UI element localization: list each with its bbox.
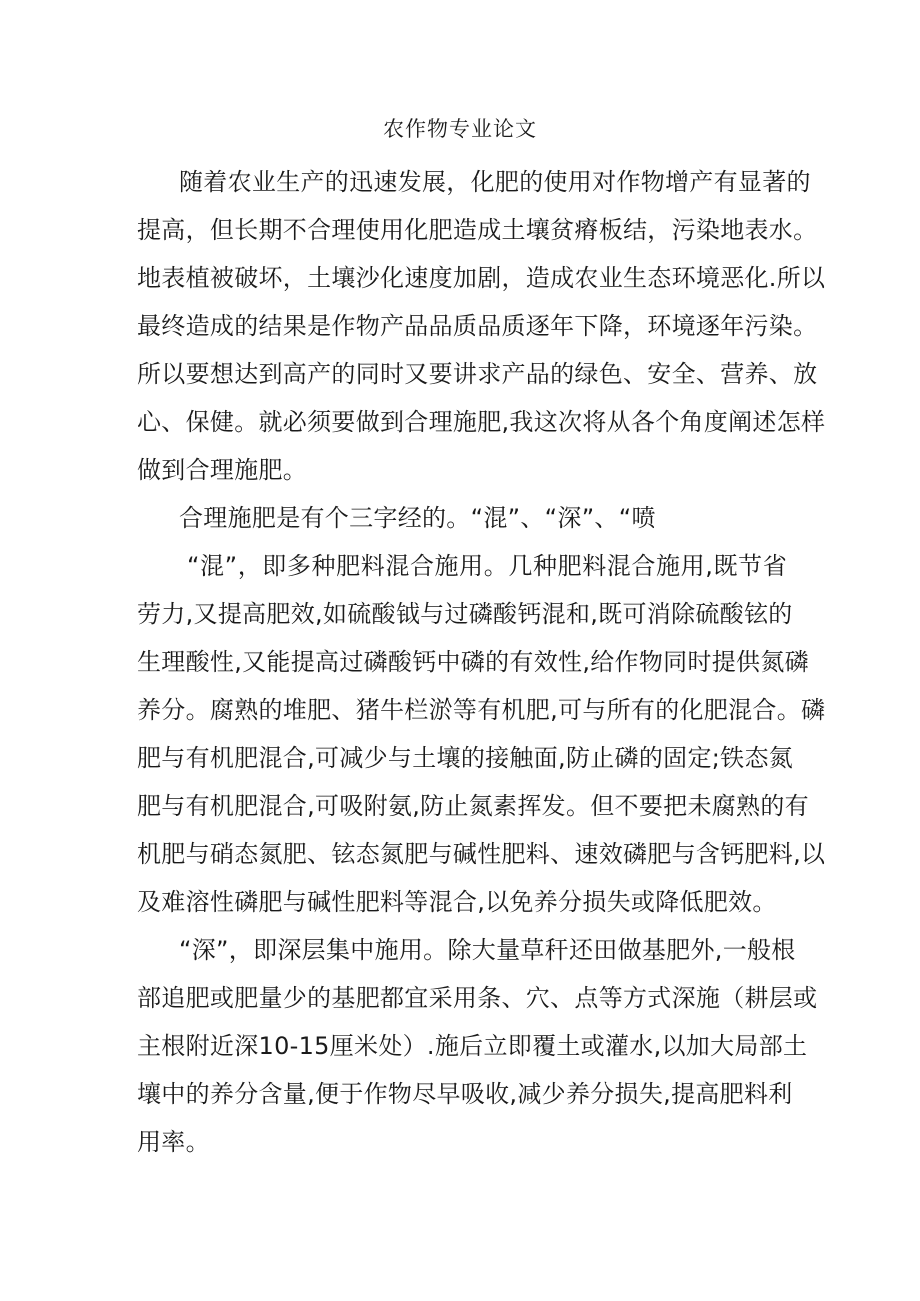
paragraph-line: 所以要想达到高产的同时又要讲求产品的绿色、安全、营养、放 [137,360,818,388]
paragraph-line: 地表植被破坏，土壤沙化速度加剧，造成农业生态环境恶化.所以 [137,264,826,292]
paragraph-line: 壤中的养分含量,便于作物尽早吸收,减少养分损失,提高肥料利 [137,1080,793,1108]
paragraph-line: 心、保健。就必须要做到合理施肥,我这次将从各个角度阐述怎样 [137,408,826,436]
paragraph-line: 提高，但长期不合理使用化肥造成土壤贫瘠板结，污染地表水。 [137,216,818,244]
paragraph-line: 生理酸性,又能提高过磷酸钙中磷的有效性,给作物同时提供氮磷 [137,648,809,676]
paragraph-line: 最终造成的结果是作物产品品质品质逐年下降，环境逐年污染。 [137,312,818,340]
paragraph-line: 主根附近深10-15厘米处）.施后立即覆土或灌水,以加大局部土 [137,1032,808,1060]
paragraph-line: 养分。腐熟的堆肥、猪牛栏淤等有机肥,可与所有的化肥混合。磷 [137,696,826,724]
document-body [137,158,826,1166]
paragraph-line: 肥与有机肥混合,可减少与土壤的接触面,防止磷的固定;铁态氮 [137,744,794,772]
paragraph-line: 劳力,又提高肥效,如硫酸钺与过磷酸钙混和,既可消除硫酸铉的 [137,600,793,628]
document-title: 农作物专业论文 [383,117,537,141]
paragraph-line: 随着农业生产的迅速发展，化肥的使用对作物增产有显著的 [179,168,811,196]
paragraph-line: 做到合理施肥。 [137,456,308,484]
paragraph-line: 用率。 [137,1128,210,1156]
paragraph-line: 肥与有机肥混合,可吸附氨,防止氮素挥发。但不要把未腐熟的有 [137,792,809,820]
paragraph-line: 及难溶性磷肥与碱性肥料等混合,以免养分损失或降低肥效。 [137,888,777,916]
paragraph-line: “混”，即多种肥料混合施用。几种肥料混合施用,既节省 [187,552,787,580]
paragraph-line: “深”，即深层集中施用。除大量草秆还田做基肥外,一般根 [179,936,796,964]
paragraph-line: 机肥与硝态氮肥、铉态氮肥与碱性肥料、速效磷肥与含钙肥料,以 [137,840,826,868]
paragraph-line: 合理施肥是有个三字经的。“混”、“深”、“喷 [179,504,656,532]
paragraph-line: 部追肥或肥量少的基肥都宜采用条、穴、点等方式深施（耕层或 [137,984,818,1012]
